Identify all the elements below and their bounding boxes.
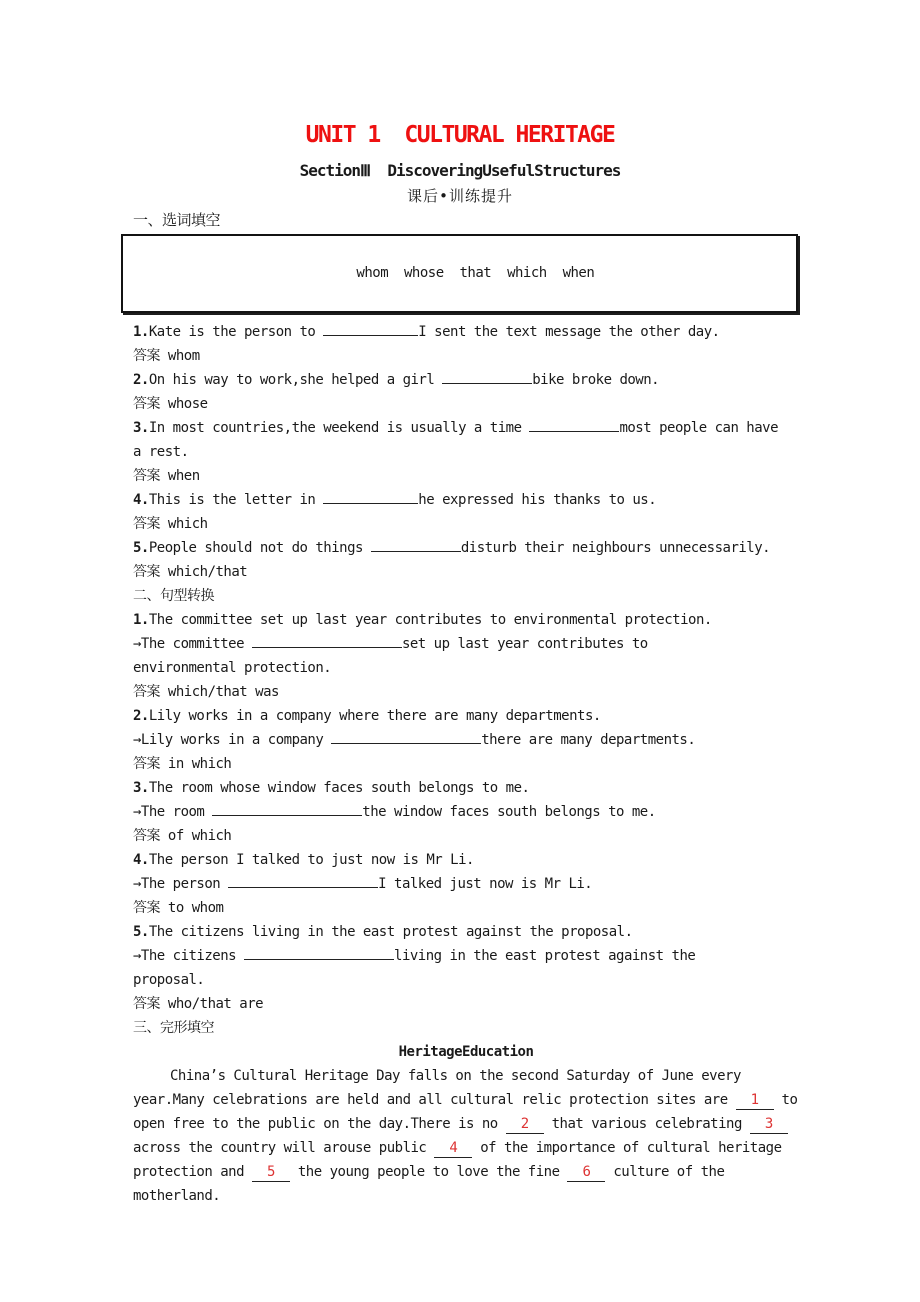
section-heading: SectionⅢ DiscoveringUsefulStructures: [299, 161, 621, 180]
t3-transformed: [133, 800, 799, 824]
text-span: The person I talked to just now is Mr Li.: [148, 852, 474, 868]
text-span: 二、句型转换: [133, 588, 214, 604]
blank-underline: [442, 369, 532, 384]
text-span: 答案 who/that are: [133, 996, 264, 1012]
t3-answer: [133, 824, 799, 848]
text-span: most people can have: [619, 420, 779, 436]
t4-original: [133, 848, 799, 872]
text-span: 答案 which/that: [133, 564, 248, 580]
text-span: China’s Cultural Heritage Day falls on the second Saturday of June every: [170, 1068, 741, 1084]
t4-answer: [133, 896, 799, 920]
text-span: he expressed his thanks to us.: [418, 492, 657, 508]
text-span: The room whose window faces south belongs to me.: [148, 780, 530, 796]
t1-answer: [133, 680, 799, 704]
blank-underline: [331, 729, 481, 744]
text-span: environmental protection.: [133, 660, 332, 676]
text-span: 答案 when: [133, 468, 200, 484]
item-number: 1.: [133, 324, 149, 340]
part2-heading: [133, 584, 799, 608]
text-span: disturb their neighbours unnecessarily.: [460, 540, 771, 556]
text-span: 答案 which: [133, 516, 208, 532]
text-span: →Lily works in a company: [133, 732, 332, 748]
text-span: 答案 to whom: [133, 900, 224, 916]
text-span: Lily works in a company where there are many departments.: [148, 708, 601, 724]
cloze-blank-2: 2: [506, 1116, 544, 1134]
passage-line: [133, 1136, 799, 1160]
text-span: HeritageEducation: [398, 1044, 534, 1060]
text-span: I talked just now is Mr Li.: [378, 876, 593, 892]
text-span: →The room: [133, 804, 213, 820]
blank-underline: [252, 633, 402, 648]
text-span: 答案 whose: [133, 396, 208, 412]
t5-transformed-cont: [133, 968, 799, 992]
item-number: 4.: [133, 492, 149, 508]
text-span: →The person: [133, 876, 229, 892]
text-span: year.Many celebrations are held and all cultural relic protection sites are: [133, 1092, 736, 1108]
text-span: On his way to work,she helped a girl: [148, 372, 443, 388]
t5-transformed: [133, 944, 799, 968]
text-span: In most countries,the weekend is usually a time: [148, 420, 530, 436]
t4-transformed: [133, 872, 799, 896]
blank-underline: [529, 417, 619, 432]
item-number: 5.: [133, 924, 149, 940]
passage-line: [133, 1160, 799, 1184]
text-span: motherland.: [133, 1188, 221, 1204]
passage-line: [133, 1064, 799, 1088]
cloze-blank-1: 1: [736, 1092, 774, 1110]
passage-line: [133, 1088, 799, 1112]
t2-transformed: [133, 728, 799, 752]
text-span: 答案 which/that was: [133, 684, 279, 700]
t1-transformed-cont: [133, 656, 799, 680]
passage-title: [133, 1040, 799, 1064]
t1-original: [133, 608, 799, 632]
q3-line-cont: [133, 440, 799, 464]
word-bank-box: [121, 234, 798, 313]
part3-heading: [133, 1016, 799, 1040]
text-span: I sent the text message the other day.: [418, 324, 720, 340]
q1-answer: [133, 344, 799, 368]
text-span: the window faces south belongs to me.: [362, 804, 656, 820]
q5-line: [133, 536, 799, 560]
blank-underline: [244, 945, 394, 960]
cloze-blank-3: 3: [750, 1116, 788, 1134]
text-span: protection and: [133, 1164, 252, 1180]
q3-line: [133, 416, 799, 440]
passage-line: [133, 1184, 799, 1208]
item-number: 2.: [133, 372, 149, 388]
q2-line: [133, 368, 799, 392]
text-span: Kate is the person to: [148, 324, 324, 340]
cloze-blank-4: 4: [434, 1140, 472, 1158]
item-number: 4.: [133, 852, 149, 868]
part1-heading: 一、选词填空: [133, 211, 221, 229]
t3-original: [133, 776, 799, 800]
text-span: set up last year contributes to: [401, 636, 648, 652]
text-span: The committee set up last year contributes to environmental protection.: [148, 612, 712, 628]
text-span: This is the letter in: [148, 492, 324, 508]
text-span: of the importance of cultural heritage: [472, 1140, 782, 1156]
t1-transformed: [133, 632, 799, 656]
text-span: the young people to love the fine: [289, 1164, 568, 1180]
document-title: UNIT 1 CULTURAL HERITAGE: [305, 122, 615, 148]
text-span: 答案 in which: [133, 756, 232, 772]
blank-underline: [323, 321, 418, 336]
q5-answer: [133, 560, 799, 584]
text-span: →The citizens: [133, 948, 245, 964]
t5-answer: [133, 992, 799, 1016]
text-span: proposal.: [133, 972, 205, 988]
document-body: [133, 320, 799, 1208]
blank-underline: [228, 873, 378, 888]
text-span: there are many departments.: [481, 732, 696, 748]
q1-line: [133, 320, 799, 344]
word-bank-options: whom whose that which when: [356, 265, 595, 281]
text-span: 答案 of which: [133, 828, 232, 844]
text-span: to: [773, 1092, 798, 1108]
text-span: culture of the: [605, 1164, 725, 1180]
q4-answer: [133, 512, 799, 536]
blank-underline: [371, 537, 461, 552]
blank-underline: [212, 801, 362, 816]
text-span: The citizens living in the east protest against the proposal.: [148, 924, 633, 940]
q3-answer: [133, 464, 799, 488]
cloze-blank-5: 5: [252, 1164, 290, 1182]
q2-answer: [133, 392, 799, 416]
item-number: 3.: [133, 420, 149, 436]
item-number: 3.: [133, 780, 149, 796]
text-span: People should not do things: [148, 540, 371, 556]
text-span: open free to the public on the day.There is no: [133, 1116, 506, 1132]
item-number: 2.: [133, 708, 149, 724]
text-span: bike broke down.: [532, 372, 660, 388]
text-span: →The committee: [133, 636, 252, 652]
cloze-blank-6: 6: [567, 1164, 605, 1182]
item-number: 5.: [133, 540, 149, 556]
text-span: across the country will arouse public: [133, 1140, 435, 1156]
text-span: that various celebrating: [543, 1116, 750, 1132]
item-number: 1.: [133, 612, 149, 628]
q4-line: [133, 488, 799, 512]
t2-original: [133, 704, 799, 728]
blank-underline: [323, 489, 418, 504]
text-span: 三、完形填空: [133, 1020, 214, 1036]
t5-original: [133, 920, 799, 944]
text-span: living in the east protest against the: [394, 948, 696, 964]
subheading: 课后•训练提升: [406, 187, 514, 205]
text-span: a rest.: [133, 444, 189, 460]
passage-line: [133, 1112, 799, 1136]
text-span: 答案 whom: [133, 348, 200, 364]
t2-answer: [133, 752, 799, 776]
